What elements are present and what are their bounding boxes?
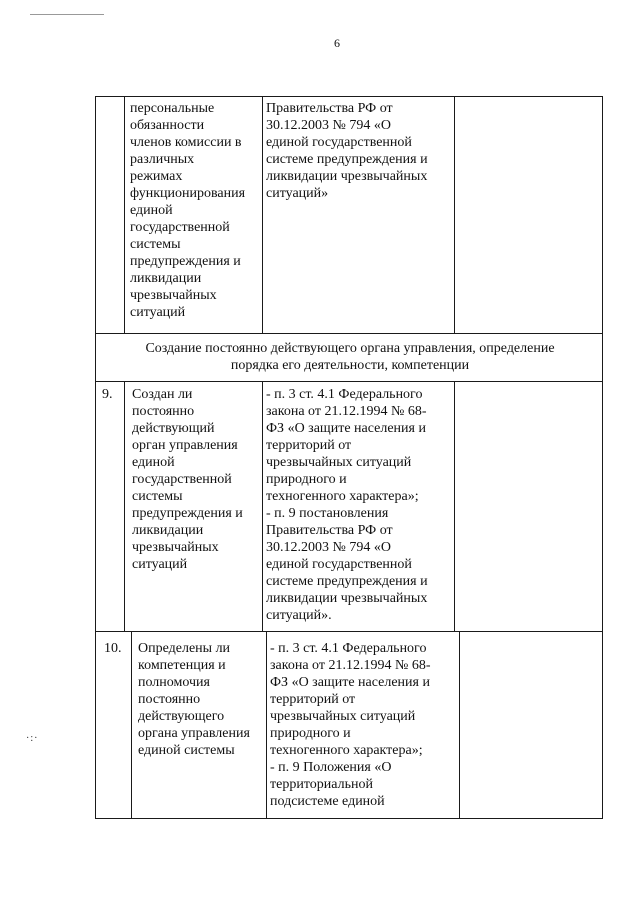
row-divider <box>95 631 603 632</box>
column-divider <box>459 631 460 818</box>
column-divider <box>124 96 125 333</box>
row-number: 10. <box>104 641 122 656</box>
table-border-left <box>95 96 96 818</box>
row-divider <box>95 381 603 382</box>
page-number: 6 <box>334 36 340 50</box>
column-divider <box>262 96 263 333</box>
row-basis: - п. 3 ст. 4.1 Федерального закона от 21.12.1994 № 68- ФЗ «О защите населения и территорий от чрезвычайных ситуаций природного и техногенного характера»; - п. 9 Положения «О территориальной подсистеме единой <box>270 641 431 809</box>
margin-marks: ·:· <box>26 733 39 744</box>
row-question: персональные обязанности членов комиссии в различных режимах функционирования единой государственной системы предупреждения и ликвидации чрезвычайных ситуаций <box>130 101 246 320</box>
column-divider <box>454 381 455 631</box>
row-basis: Правительства РФ от 30.12.2003 № 794 «О единой государственной системе предупреждения и ликвидации чрезвычайных ситуаций» <box>266 101 428 201</box>
row-question: Создан ли постоянно действующий орган управления единой государственной системы предупреждения и ликвидации чрезвычайных ситуаций <box>132 387 243 572</box>
row-question: Определены ли компетенция и полномочия постоянно действующего органа управления единой системы <box>138 641 250 758</box>
row-basis: - п. 3 ст. 4.1 Федерального закона от 21.12.1994 № 68- ФЗ «О защите населения и территорий от чрезвычайных ситуаций природного и техногенного характера»; - п. 9 постановления Правительства РФ от 30.12.2003 № 794 «О единой государственной системе предупреждения и ликвидации чрезвычайных ситуаций». <box>266 387 428 623</box>
row-number: 9. <box>102 387 113 402</box>
table-border-right <box>602 96 603 818</box>
row-divider <box>95 333 603 334</box>
column-divider <box>131 631 132 818</box>
section-header: Создание постоянно действующего органа управления, определение порядка его деятельности, компетенции <box>145 341 555 373</box>
table-border-bottom <box>95 818 603 819</box>
column-divider <box>266 631 267 818</box>
table-border-top <box>95 96 603 97</box>
column-divider <box>454 96 455 333</box>
column-divider <box>124 381 125 631</box>
column-divider <box>262 381 263 631</box>
top-left-rule <box>30 14 104 15</box>
